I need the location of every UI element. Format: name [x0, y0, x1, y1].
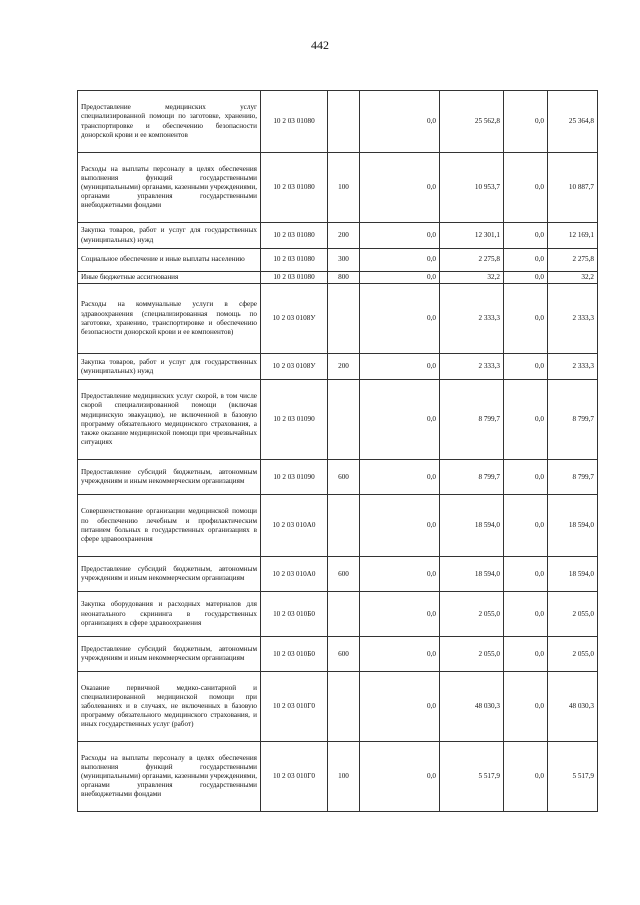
row-name: Совершенствование организации медицинской помощи по обеспечению лечебным и профилактическим питанием больных в государственных организациях в сфере здравоохранения: [78, 495, 261, 557]
row-code: 10 2 03 0108У: [261, 284, 328, 354]
row-expense-type: [328, 592, 360, 637]
row-value-3: 0,0: [504, 153, 548, 223]
row-code: 10 2 03 01080: [261, 91, 328, 153]
row-code: 10 2 03 010Б0: [261, 637, 328, 672]
row-value-4: 18 594,0: [548, 495, 598, 557]
row-expense-type: [328, 284, 360, 354]
row-value-4: 8 799,7: [548, 460, 598, 495]
row-expense-type: 600: [328, 637, 360, 672]
table-row: [78, 557, 598, 592]
row-code: 10 2 03 01080: [261, 272, 328, 284]
row-code: 10 2 03 010Б0: [261, 592, 328, 637]
row-value-1: 0,0: [360, 460, 440, 495]
row-expense-type: 100: [328, 742, 360, 812]
row-value-4: 2 333,3: [548, 354, 598, 380]
table-row: [78, 284, 598, 354]
budget-table: [77, 90, 598, 812]
row-value-1: 0,0: [360, 637, 440, 672]
row-value-3: 0,0: [504, 380, 548, 460]
row-value-1: 0,0: [360, 153, 440, 223]
row-value-4: 2 275,8: [548, 249, 598, 272]
row-expense-type: 300: [328, 249, 360, 272]
row-code: 10 2 03 010А0: [261, 495, 328, 557]
budget-table-body: [78, 91, 598, 812]
row-code: 10 2 03 01080: [261, 249, 328, 272]
table-row: [78, 592, 598, 637]
row-value-3: 0,0: [504, 557, 548, 592]
row-name: Расходы на коммунальные услуги в сфере здравоохранения (специализированная помощь по заготовке, хранению, транспортировке и обеспечению безопасности донорской крови и ее компонентов): [78, 284, 261, 354]
row-name: Закупка товаров, работ и услуг для государственных (муниципальных) нужд: [78, 223, 261, 249]
row-value-1: 0,0: [360, 742, 440, 812]
table-row: [78, 460, 598, 495]
row-value-2: 2 333,3: [440, 354, 504, 380]
row-value-2: 5 517,9: [440, 742, 504, 812]
row-expense-type: [328, 495, 360, 557]
row-expense-type: 200: [328, 223, 360, 249]
row-value-2: 12 301,1: [440, 223, 504, 249]
row-code: 10 2 03 010А0: [261, 557, 328, 592]
row-value-1: 0,0: [360, 672, 440, 742]
page-number: 442: [311, 38, 329, 52]
row-code: 10 2 03 01090: [261, 380, 328, 460]
row-expense-type: [328, 91, 360, 153]
row-value-3: 0,0: [504, 637, 548, 672]
row-value-3: 0,0: [504, 592, 548, 637]
row-value-3: 0,0: [504, 249, 548, 272]
row-value-4: 48 030,3: [548, 672, 598, 742]
row-value-3: 0,0: [504, 223, 548, 249]
row-value-2: 2 055,0: [440, 637, 504, 672]
table-row: [78, 249, 598, 272]
row-value-1: 0,0: [360, 380, 440, 460]
row-name: Предоставление субсидий бюджетным, автономным учреждениям и иным некоммерческим организациям: [78, 460, 261, 495]
row-name: Оказание первичной медико-санитарной и специализированной медицинской помощи при заболеваниях и в случаях, не включенных в базовую программу обязательного медицинского страхования, и иных государственных услуг (работ): [78, 672, 261, 742]
row-value-1: 0,0: [360, 592, 440, 637]
table-row: [78, 354, 598, 380]
row-value-3: 0,0: [504, 495, 548, 557]
row-value-1: 0,0: [360, 284, 440, 354]
row-value-2: 32,2: [440, 272, 504, 284]
row-name: Расходы на выплаты персоналу в целях обеспечения выполнения функций государственными (муниципальными) органами, казенными учреждениями, органами управления государственными внебюджетными фондами: [78, 742, 261, 812]
row-value-4: 8 799,7: [548, 380, 598, 460]
row-value-1: 0,0: [360, 557, 440, 592]
row-expense-type: 600: [328, 460, 360, 495]
table-row: [78, 153, 598, 223]
row-code: 10 2 03 01080: [261, 153, 328, 223]
row-name: Закупка товаров, работ и услуг для государственных (муниципальных) нужд: [78, 354, 261, 380]
row-value-4: 5 517,9: [548, 742, 598, 812]
row-value-4: 2 333,3: [548, 284, 598, 354]
row-value-2: 8 799,7: [440, 460, 504, 495]
row-value-2: 18 594,0: [440, 495, 504, 557]
row-value-2: 8 799,7: [440, 380, 504, 460]
table-row: [78, 495, 598, 557]
row-code: 10 2 03 010Г0: [261, 742, 328, 812]
row-value-2: 48 030,3: [440, 672, 504, 742]
row-value-4: 25 364,8: [548, 91, 598, 153]
row-value-1: 0,0: [360, 223, 440, 249]
row-code: 10 2 03 0108У: [261, 354, 328, 380]
row-value-3: 0,0: [504, 742, 548, 812]
table-row: [78, 742, 598, 812]
row-name: Предоставление субсидий бюджетным, автономным учреждениям и иным некоммерческим организациям: [78, 557, 261, 592]
row-expense-type: [328, 672, 360, 742]
row-value-4: 12 169,1: [548, 223, 598, 249]
row-name: Предоставление субсидий бюджетным, автономным учреждениям и иным некоммерческим организациям: [78, 637, 261, 672]
row-name: Социальное обеспечение и иные выплаты населению: [78, 249, 261, 272]
table-row: [78, 223, 598, 249]
row-value-1: 0,0: [360, 495, 440, 557]
row-name: Иные бюджетные ассигнования: [78, 272, 261, 284]
row-value-1: 0,0: [360, 91, 440, 153]
row-name: Предоставление медицинских услуг скорой, в том числе скорой специализированной помощи (включая медицинскую эвакуацию), не включенной в базовую программу обязательного медицинского страхования, а также оказание медицинской помощи при чрезвычайных ситуациях: [78, 380, 261, 460]
row-value-1: 0,0: [360, 249, 440, 272]
table-row: [78, 672, 598, 742]
row-value-3: 0,0: [504, 272, 548, 284]
table-row: [78, 637, 598, 672]
table-row: [78, 380, 598, 460]
row-value-3: 0,0: [504, 284, 548, 354]
row-value-4: 2 055,0: [548, 637, 598, 672]
row-expense-type: 100: [328, 153, 360, 223]
row-value-2: 2 333,3: [440, 284, 504, 354]
row-name: Предоставление медицинских услуг специализированной помощи по заготовке, хранению, транспортировке и обеспечению безопасности донорской крови и ее компонентов: [78, 91, 261, 153]
row-name: Закупка оборудования и расходных материалов для неонатального скрининга в государственных организациях в сфере здравоохранения: [78, 592, 261, 637]
row-expense-type: 200: [328, 354, 360, 380]
row-value-2: 2 055,0: [440, 592, 504, 637]
table-row: [78, 91, 598, 153]
row-value-4: 32,2: [548, 272, 598, 284]
row-value-3: 0,0: [504, 354, 548, 380]
row-value-3: 0,0: [504, 91, 548, 153]
row-value-4: 18 594,0: [548, 557, 598, 592]
row-value-4: 2 055,0: [548, 592, 598, 637]
row-value-2: 10 953,7: [440, 153, 504, 223]
row-expense-type: 600: [328, 557, 360, 592]
row-value-2: 25 562,8: [440, 91, 504, 153]
row-expense-type: 800: [328, 272, 360, 284]
row-code: 10 2 03 010Г0: [261, 672, 328, 742]
row-value-2: 2 275,8: [440, 249, 504, 272]
row-code: 10 2 03 01080: [261, 223, 328, 249]
row-value-3: 0,0: [504, 672, 548, 742]
row-name: Расходы на выплаты персоналу в целях обеспечения выполнения функций государственными (муниципальными) органами, казенными учреждениями, органами управления государственными внебюджетными фондами: [78, 153, 261, 223]
row-code: 10 2 03 01090: [261, 460, 328, 495]
row-value-2: 18 594,0: [440, 557, 504, 592]
row-value-3: 0,0: [504, 460, 548, 495]
table-row: [78, 272, 598, 284]
row-expense-type: [328, 380, 360, 460]
row-value-4: 10 887,7: [548, 153, 598, 223]
row-value-1: 0,0: [360, 354, 440, 380]
row-value-1: 0,0: [360, 272, 440, 284]
